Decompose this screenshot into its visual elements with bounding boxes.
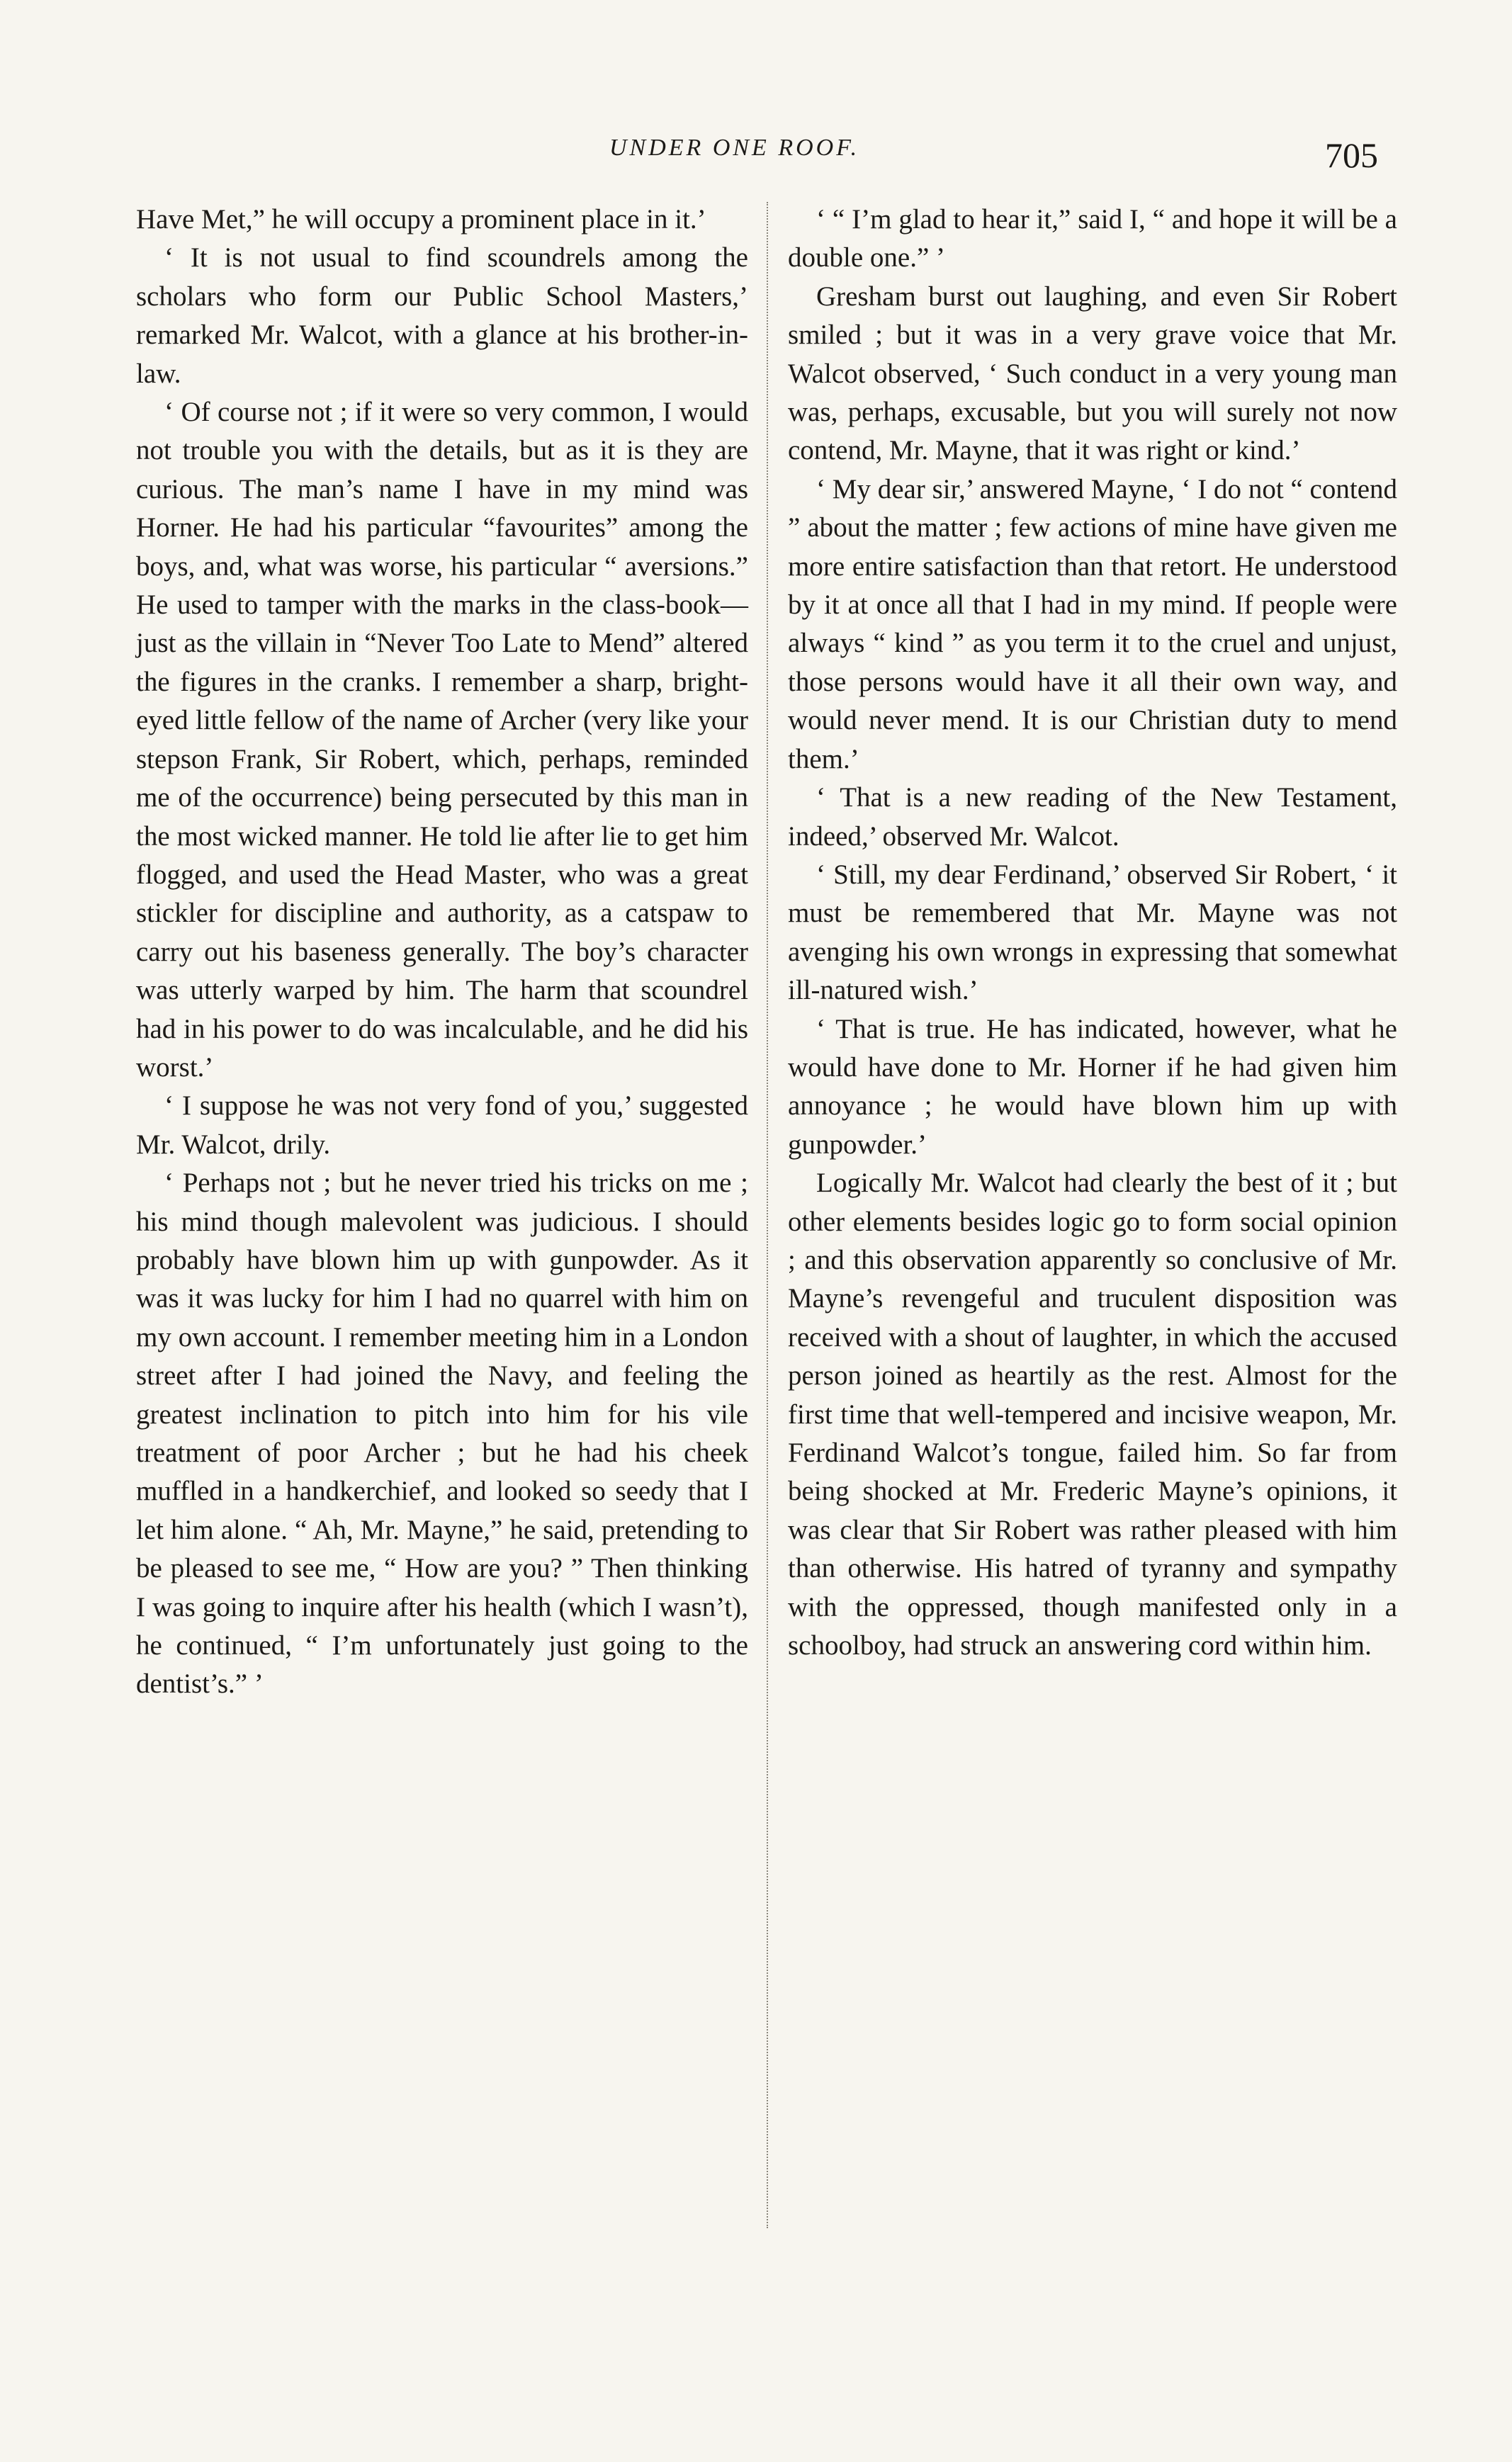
- paragraph: ‘ “ I’m glad to hear it,” said I, “ and hope it will be a double one.” ’: [788, 204, 1397, 273]
- paragraph: ‘ That is true. He has indicated, however, what he would have done to Mr. Horner if he had given him annoyance ; he would have blown him up with gunpowder.’: [788, 1013, 1397, 1160]
- paragraph: ‘ Still, my dear Ferdinand,’ observed Sir Robert, ‘ it must be remembered that Mr. Mayne was not avenging his own wrongs in expressing that somewhat ill-natured wish.’: [788, 859, 1397, 1006]
- page-number: 705: [1325, 135, 1378, 175]
- right-column: [788, 201, 1397, 1665]
- paragraph: ‘ Of course not ; if it were so very common, I would not trouble you with the details, but as it is they are curious. The man’s name I have in my mind was Horner. He had his particular “favourites” among the boys, and, what was worse, his particular “ aversions.” He used to tamper with the marks in the class-book—just as the villain in “Never Too Late to Mend” altered the figures in the cranks. I remember a sharp, bright-eyed little fellow of the name of Archer (very like your stepson Frank, Sir Robert, which, perhaps, reminded me of the occurrence) being persecuted by this man in the most wicked manner. He told lie after lie to get him flogged, and used the Head Master, who was a great stickler for discipline and authority, as a catspaw to carry out his baseness generally. The boy’s character was utterly warped by him. The harm that scoundrel had in his power to do was incalculable, and he did his worst.’: [136, 397, 748, 1083]
- left-column: [136, 201, 748, 1704]
- running-title: UNDER ONE ROOF.: [609, 135, 860, 161]
- paragraph: Logically Mr. Walcot had clearly the best of it ; but other elements besides logic go to form social opinion ; and this observation apparently so conclusive of Mr. Mayne’s revengeful and truculent disposition was received with a shout of laughter, in which the accused person joined as heartily as the rest. Almost for the first time that well-tempered and incisive weapon, Mr. Ferdinand Walcot’s tongue, failed him. So far from being shocked at Mr. Frederic Mayne’s opinions, it was clear that Sir Robert was rather pleased with him than otherwise. His hatred of tyranny and sympathy with the oppressed, though manifested only in a schoolboy, had struck an answering cord within him.: [788, 1168, 1397, 1661]
- column-divider: [767, 202, 768, 2228]
- paragraph: Have Met,” he will occupy a prominent place in it.’: [136, 204, 706, 235]
- paragraph: ‘ My dear sir,’ answered Mayne, ‘ I do not “ contend ” about the matter ; few actions of mine have given me more entire satisfaction than that retort. He understood by it at once all that I had in my mind. If people were always “ kind ” as you term it to the cruel and unjust, those persons would have it all their own way, and would never mend. It is our Christian duty to mend them.’: [788, 473, 1397, 774]
- paragraph: ‘ That is a new reading of the New Testament, indeed,’ observed Mr. Walcot.: [788, 782, 1397, 852]
- running-head: [0, 135, 1512, 177]
- paragraph: Gresham burst out laughing, and even Sir Robert smiled ; but it was in a very grave voice that Mr. Walcot observed, ‘ Such conduct in a very young man was, perhaps, excusable, but you will surely not now contend, Mr. Mayne, that it was right or kind.’: [788, 281, 1397, 466]
- paragraph: ‘ Perhaps not ; but he never tried his tricks on me ; his mind though malevolent was judicious. I should probably have blown him up with gunpowder. As it was it was lucky for him I had no quarrel with him on my own account. I remember meeting him in a London street after I had joined the Navy, and feeling the greatest inclination to pitch into him for his vile treatment of poor Archer ; but he had his cheek muffled in a handkerchief, and looked so seedy that I let him alone. “ Ah, Mr. Mayne,” he said, pretending to be pleased to see me, “ How are you? ” Then thinking I was going to inquire after his health (which I wasn’t), he continued, “ I’m unfortunately just going to the dentist’s.” ’: [136, 1168, 748, 1700]
- paragraph: ‘ It is not usual to find scoundrels among the scholars who form our Public School Masters,’ remarked Mr. Walcot, with a glance at his brother-in-law.: [136, 242, 748, 389]
- paragraph: ‘ I suppose he was not very fond of you,’ suggested Mr. Walcot, drily.: [136, 1090, 748, 1160]
